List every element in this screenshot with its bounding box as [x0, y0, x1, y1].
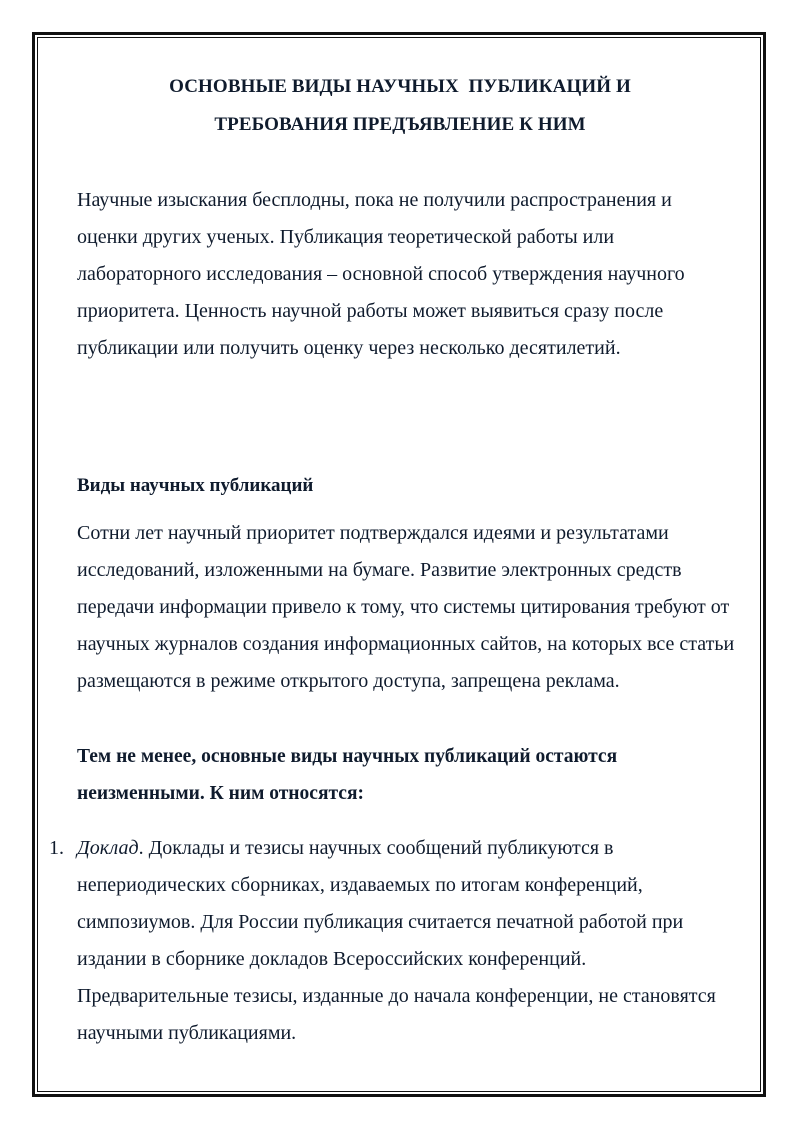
list-item-description: . Доклады и тезисы научных сообщений публикуются в непериодических сборниках, издаваемых по итогам конференций, симпозиумов. Для России публикация считается печатной работой при издании в сборнике докладов Всероссийских конференций. Предварительные тезисы, изданные до начала конференции, не становятся научными публикациями. — [77, 837, 716, 1044]
list-item-term: Доклад — [77, 837, 139, 859]
document-title-line2: ТРЕБОВАНИЯ ПРЕДЪЯВЛЕНИЕ К НИМ — [214, 114, 586, 135]
list-item-text — [77, 830, 737, 1052]
section-heading: Виды научных публикаций — [77, 475, 314, 496]
document-title-line1: ОСНОВНЫЕ ВИДЫ НАУЧНЫХ ПУБЛИКАЦИЙ И — [169, 76, 631, 97]
section-paragraph: Сотни лет научный приоритет подтверждался идеями и результатами исследований, изложенными на бумаге. Развитие электронных средств передачи информации привело к тому, что системы цитирования требуют от научных журналов создания информационных сайтов, на которых все статьи размещаются в режиме открытого доступа, запрещена реклама. — [77, 522, 735, 692]
bold-paragraph: Тем не менее, основные виды научных публикаций остаются неизменными. К ним относятся: — [77, 746, 618, 804]
intro-paragraph: Научные изыскания бесплодны, пока не получили распространения и оценки других ученых. Публикация теоретической работы или лабораторного исследования – основной способ утверждения научного приоритета. Ценность научной работы может выявиться сразу после публикации или получить оценку через несколько десятилетий. — [77, 189, 685, 359]
list-item-number: 1. — [49, 837, 64, 859]
